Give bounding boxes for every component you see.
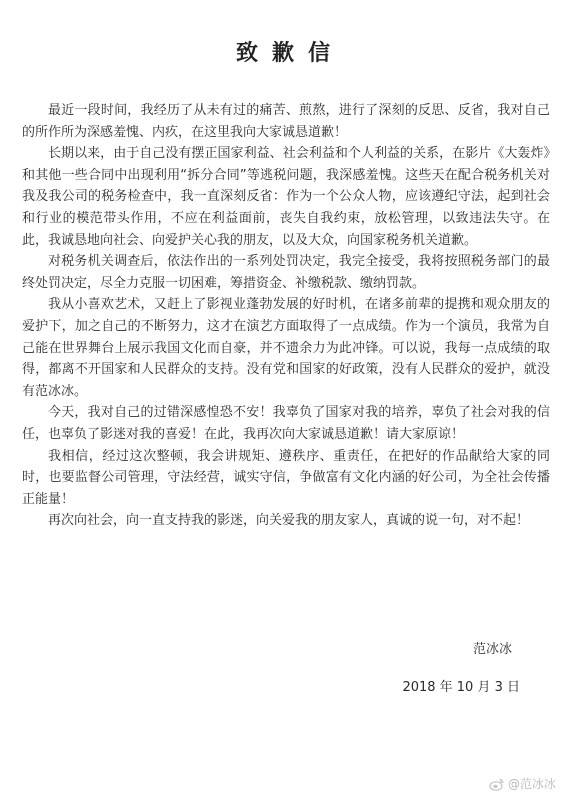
paragraph-2: 长期以来，由于自己没有摆正国家利益、社会利益和个人利益的关系，在影片《大轰炸》和其他一些合同中出现利用“拆分合同”等逃税问题，我深感羞愧。这些天在配合税务机关对我及我公司的税务检查中，我一直深刻反省：作为一个公众人物，应该遵纪守法，起到社会和行业的模范带头作用，不应在利益面前，丧失自我约束，放松管理，以致违法失守。在此，我诚恳地向社会、向爱护关心我的朋友，以及大众，向国家税务机关道歉。 <box>22 146 550 248</box>
letter-title: 致歉信 <box>235 41 344 66</box>
weibo-icon <box>489 777 505 791</box>
paragraph-4: 我从小喜欢艺术，又赶上了影视业蓬勃发展的好时机，在诸多前辈的提携和观众朋友的爱护下，加之自己的不断努力，这才在演艺方面取得了一点成绩。作为一个演员，我常为自己能在世界舞台上展示我国文化而自豪，并不遗余力为此冲锋。可以说，我每一点成绩的取得，都离不开国家和人民群众的支持。没有党和国家的好政策，没有人民群众的爱护，就没有范冰冰。 <box>22 297 550 399</box>
paragraph-6: 我相信，经过这次整顿，我会讲规矩、遵秩序、重责任，在把好的作品献给大家的同时，也要监督公司管理，守法经营，诚实守信，争做富有文化内涵的好公司，为全社会传播正能量！ <box>22 448 550 507</box>
signature-name: 范冰冰 <box>472 642 512 657</box>
paragraph-7: 再次向社会，向一直支持我的影迷，向关爱我的朋友家人，真诚的说一句，对不起！ <box>48 513 530 529</box>
watermark-text: @范冰冰 <box>507 777 556 791</box>
signature-block <box>402 640 520 698</box>
weibo-watermark <box>489 775 556 792</box>
paragraph-1: 最近一段时间，我经历了从未有过的痛苦、煎熬，进行了深刻的反思、反省，我对自己的所作所为深感羞愧、内疚，在这里我向大家诚恳道歉！ <box>22 103 550 140</box>
paragraph-3: 对税务机关调查后，依法作出的一系列处罚决定，我完全接受，我将按照税务部门的最终处罚决定，尽全力克服一切困难，筹措资金、补缴税款、缴纳罚款。 <box>22 254 550 291</box>
signature-date: 2018 年 10 月 3 日 <box>402 680 520 695</box>
letter-body <box>22 100 550 532</box>
paragraph-5: 今天，我对自己的过错深感惶恐不安！我辜负了国家对我的培养，辜负了社会对我的信任，也辜负了影迷对我的喜爱！在此，我再次向大家诚恳道歉！请大家原谅！ <box>22 405 550 442</box>
